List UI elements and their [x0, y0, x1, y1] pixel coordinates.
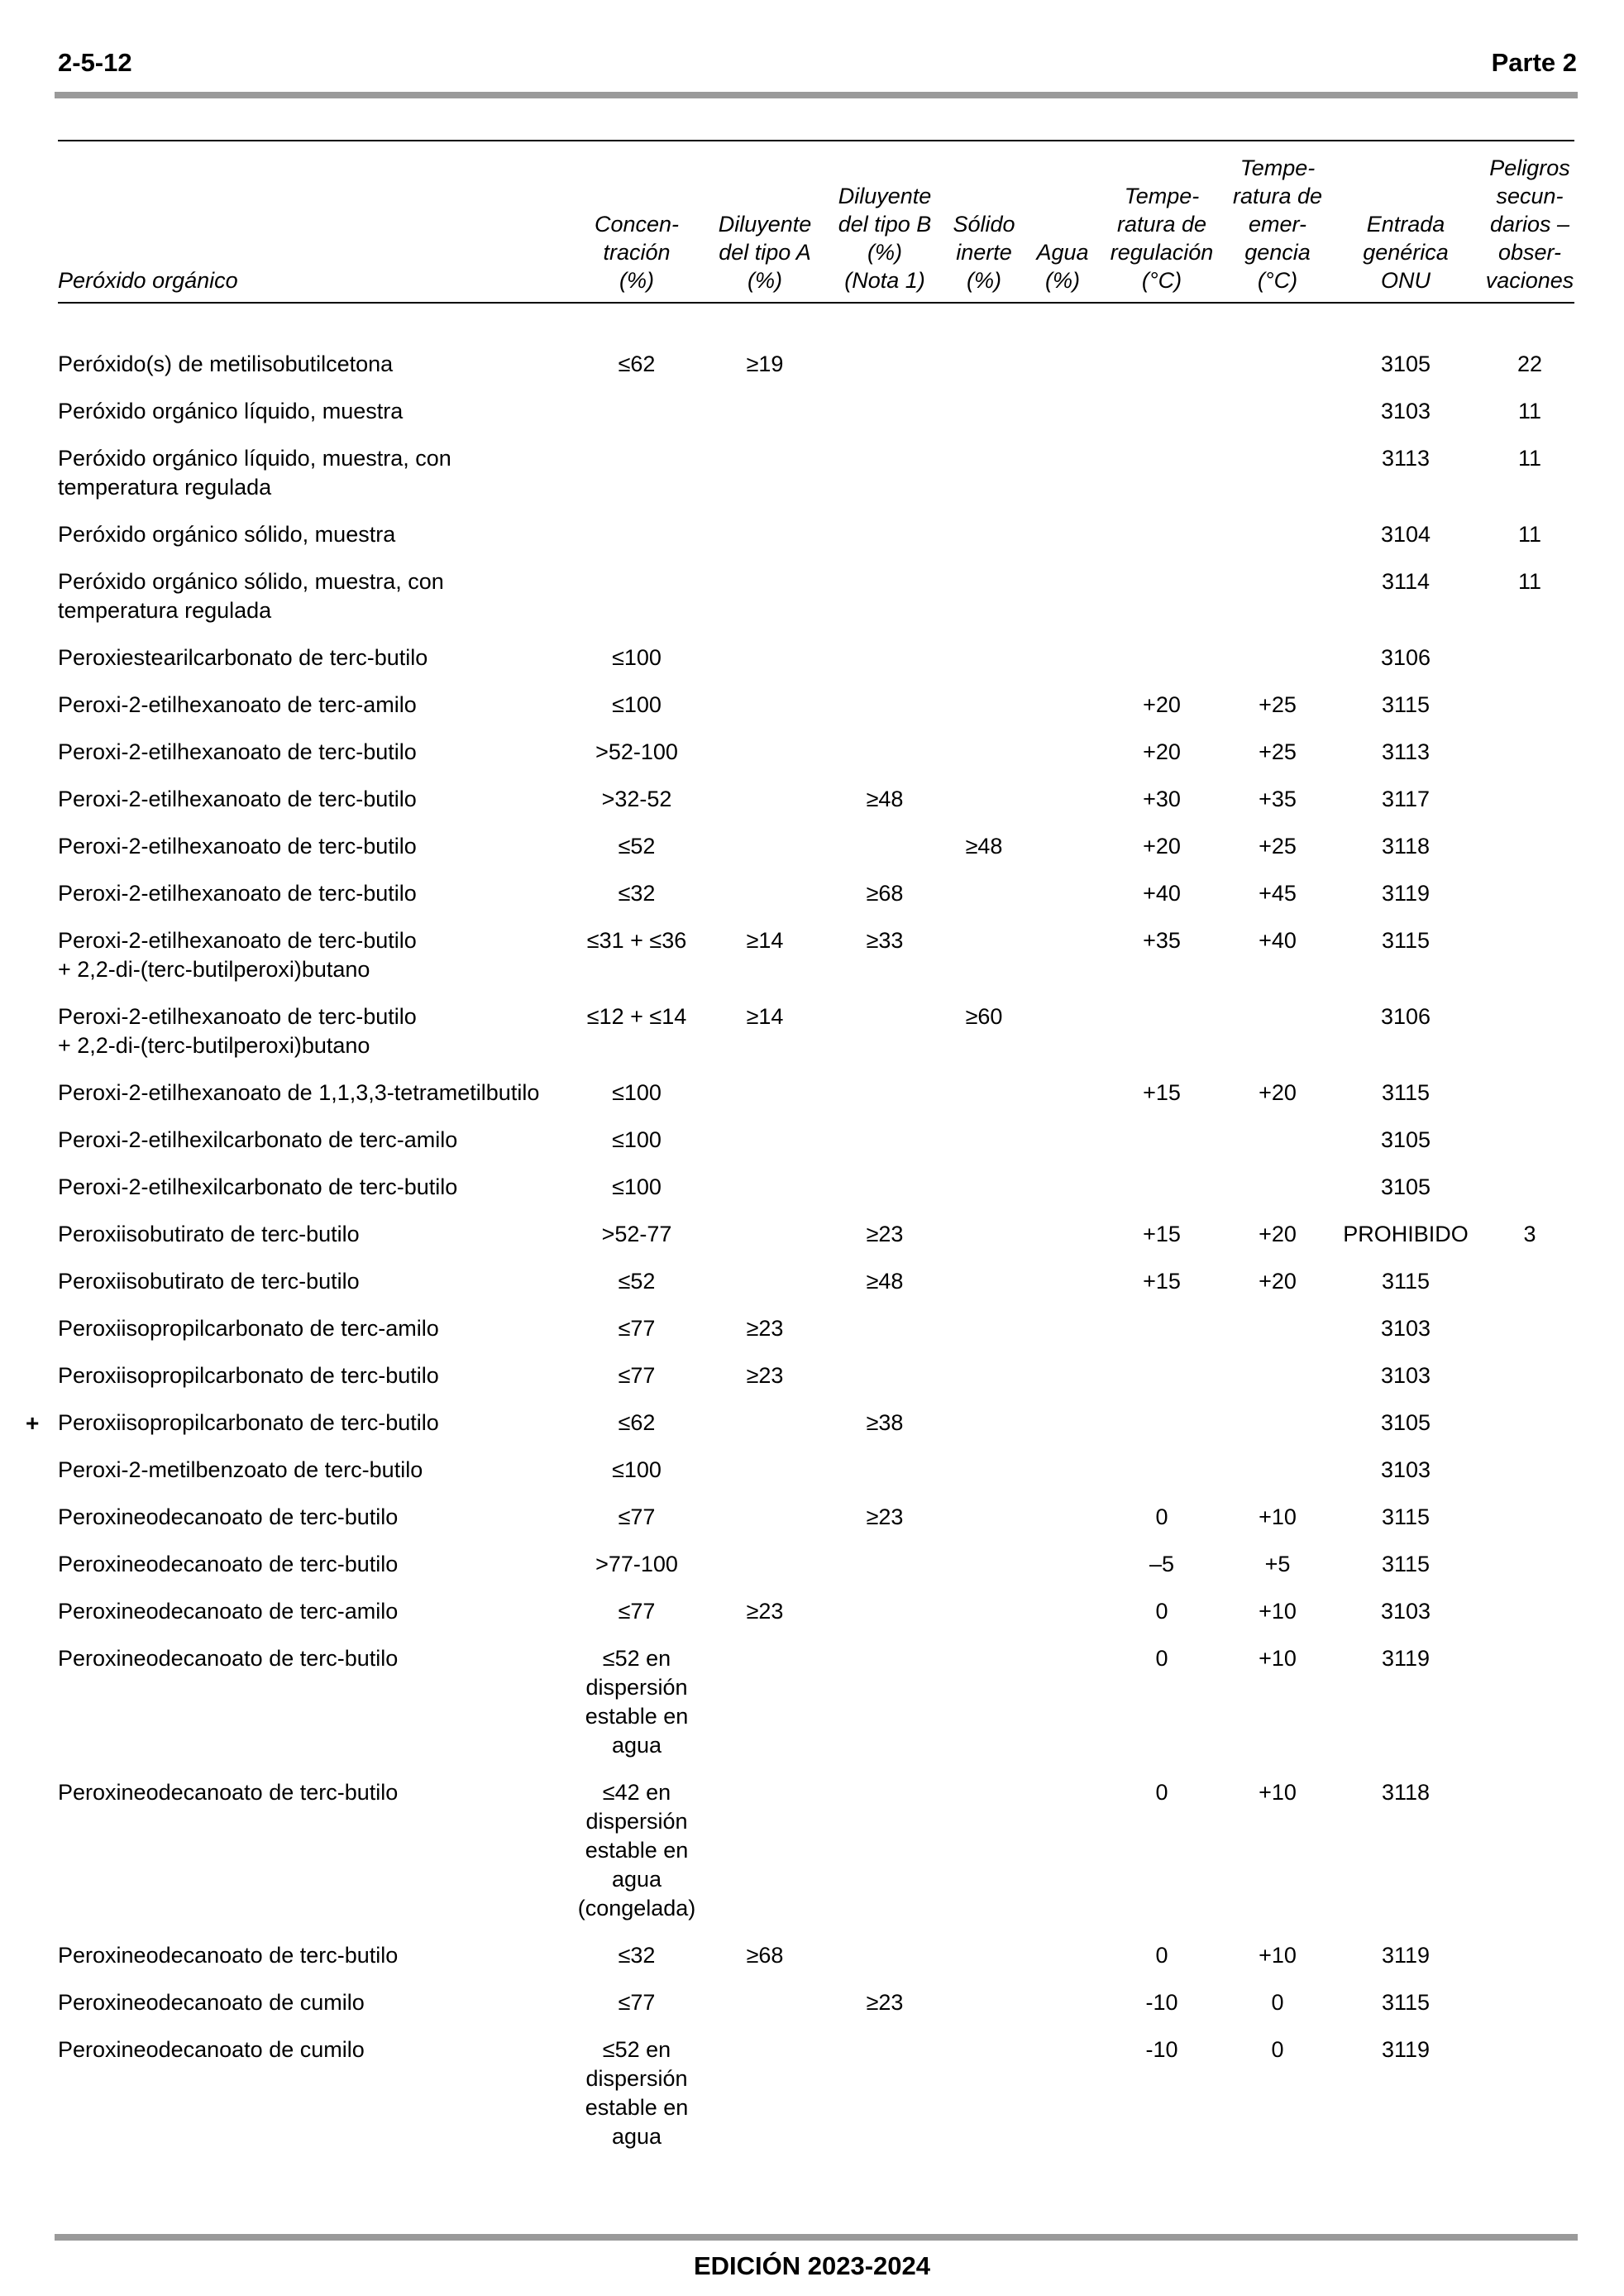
- un-entry-cell: 3103: [1380, 1316, 1431, 1341]
- concentration-cell: ≤52: [618, 1269, 656, 1294]
- concentration-cell: ≤100: [612, 692, 662, 717]
- un-entry-cell: 3105: [1380, 1174, 1431, 1199]
- un-entry-cell: 3115: [1381, 1080, 1431, 1105]
- peroxide-name-cell: Peroxi-2-etilhexanoato de terc-butilo: [58, 834, 417, 859]
- col-header-un-entry: Entrada genérica ONU: [1363, 212, 1449, 293]
- peroxide-name-cell: Peroxi-2-etilhexanoato de terc-butilo: [58, 881, 417, 906]
- col-header-emergency-temp: Tempe- ratura de emer- gencia (°C): [1232, 155, 1323, 293]
- peroxide-name-cell: Peroxineodecanoato de cumilo: [58, 1990, 365, 2015]
- un-entry-cell: 3113: [1381, 446, 1431, 471]
- peroxide-name-cell: Peroxi-2-etilhexanoato de terc-amilo: [58, 692, 417, 717]
- diluent-b-cell: ≥23: [866, 1990, 904, 2015]
- diluent-b-cell: ≥23: [866, 1222, 904, 1246]
- concentration-cell: ≤42 en dispersión estable en agua (congelada): [577, 1780, 696, 1921]
- concentration-cell: ≤77: [618, 1363, 656, 1388]
- table-row: [0, 1941, 1624, 1988]
- col-header-concentration: Concen- tración (%): [594, 212, 680, 293]
- emergency-temp-cell: +25: [1259, 834, 1297, 859]
- col-header-control-temp: Tempe- ratura de regulación (°C): [1110, 184, 1214, 293]
- peroxide-name-cell: Peroxi-2-etilhexanoato de terc-butilo + 2,2-di-(terc-butilperoxi)butano: [58, 1004, 417, 1058]
- peroxide-name-cell: Peroxi-2-etilhexanoato de terc-butilo: [58, 739, 417, 764]
- table-row: [0, 1361, 1624, 1409]
- control-temp-cell: 0: [1155, 1780, 1168, 1805]
- emergency-temp-cell: +10: [1259, 1504, 1297, 1529]
- table-row: [0, 832, 1624, 879]
- emergency-temp-cell: +20: [1259, 1269, 1297, 1294]
- diluent-a-cell: ≥19: [746, 352, 784, 376]
- diluent-a-cell: ≥23: [746, 1599, 784, 1624]
- concentration-cell: >52-100: [595, 739, 678, 764]
- peroxide-name-cell: Peroxiisopropilcarbonato de terc-butilo: [58, 1410, 439, 1435]
- table-row: [0, 926, 1624, 1002]
- control-temp-cell: +20: [1143, 739, 1181, 764]
- emergency-temp-cell: +10: [1259, 1646, 1297, 1671]
- un-entry-cell: 3105: [1380, 1127, 1431, 1152]
- table-row: [0, 567, 1624, 643]
- un-entry-cell: 3117: [1381, 787, 1431, 811]
- concentration-cell: ≤52: [618, 834, 656, 859]
- control-temp-cell: +20: [1143, 834, 1181, 859]
- table-row: [0, 444, 1624, 520]
- diluent-a-cell: ≥23: [746, 1363, 784, 1388]
- peroxide-name-cell: Peróxido orgánico líquido, muestra, con temperatura regulada: [58, 446, 451, 500]
- col-header-water: Agua (%): [1036, 240, 1089, 293]
- emergency-temp-cell: 0: [1271, 2037, 1284, 2062]
- control-temp-cell: 0: [1155, 1599, 1168, 1624]
- concentration-cell: ≤12 + ≤14: [586, 1004, 687, 1029]
- peroxide-name-cell: Peroxineodecanoato de terc-butilo: [58, 1504, 399, 1529]
- un-entry-cell: 3118: [1381, 1780, 1431, 1805]
- table-row: [0, 1409, 1624, 1456]
- table-row: [0, 691, 1624, 738]
- inert-solid-cell: ≥48: [965, 834, 1003, 859]
- table-row: [0, 1002, 1624, 1079]
- peroxide-name-cell: Peróxido orgánico sólido, muestra, con temperatura regulada: [58, 569, 444, 623]
- control-temp-cell: 0: [1155, 1504, 1168, 1529]
- concentration-cell: ≤32: [618, 1943, 656, 1968]
- peroxide-name-cell: Peroxineodecanoato de terc-butilo: [58, 1646, 399, 1671]
- emergency-temp-cell: +10: [1259, 1599, 1297, 1624]
- un-entry-cell: 3119: [1381, 1646, 1431, 1671]
- concentration-cell: >77-100: [595, 1552, 678, 1576]
- un-entry-cell: 3119: [1381, 1943, 1431, 1968]
- table-row: [0, 2035, 1624, 2169]
- control-temp-cell: +15: [1143, 1269, 1181, 1294]
- peroxide-name-cell: Peroxiisopropilcarbonato de terc-butilo: [58, 1363, 439, 1388]
- table-row: [0, 397, 1624, 444]
- concentration-cell: ≤32: [618, 881, 656, 906]
- table-row: [0, 1503, 1624, 1550]
- diluent-a-cell: ≥23: [746, 1316, 784, 1341]
- concentration-cell: ≤100: [612, 1174, 662, 1199]
- control-temp-cell: -10: [1145, 1990, 1178, 2015]
- concentration-cell: ≤31 + ≤36: [586, 928, 687, 953]
- page-number: 2-5-12: [58, 48, 132, 77]
- concentration-cell: ≤62: [618, 352, 656, 376]
- un-entry-cell: 3115: [1381, 1504, 1431, 1529]
- col-header-peroxide: Peróxido orgánico: [58, 268, 238, 293]
- table-row: [0, 1456, 1624, 1503]
- control-temp-cell: +40: [1143, 881, 1181, 906]
- table-row: [0, 879, 1624, 926]
- emergency-temp-cell: 0: [1271, 1990, 1284, 2015]
- peroxide-name-cell: Peroxi-2-etilhexanoato de terc-butilo: [58, 787, 417, 811]
- table-row: [0, 1173, 1624, 1220]
- emergency-temp-cell: +25: [1259, 692, 1297, 717]
- peroxide-name-cell: Peroxi-2-etilhexanoato de 1,1,3,3-tetrametilbutilo: [58, 1080, 540, 1105]
- footer-rule: [55, 2234, 1578, 2241]
- un-entry-cell: PROHIBIDO: [1343, 1222, 1469, 1246]
- peroxide-name-cell: Peroxi-2-metilbenzoato de terc-butilo: [58, 1457, 423, 1482]
- concentration-cell: ≤100: [612, 1127, 662, 1152]
- un-entry-cell: 3106: [1380, 645, 1431, 670]
- concentration-cell: ≤52 en dispersión estable en agua: [585, 2037, 689, 2149]
- peroxide-name-cell: Peroxineodecanoato de cumilo: [58, 2037, 365, 2062]
- peroxide-name-cell: Peroxi-2-etilhexilcarbonato de terc-butilo: [58, 1174, 458, 1199]
- table-row: [0, 738, 1624, 785]
- concentration-cell: ≤100: [612, 645, 662, 670]
- concentration-cell: ≤100: [612, 1457, 662, 1482]
- un-entry-cell: 3115: [1381, 928, 1431, 953]
- concentration-cell: ≤100: [612, 1080, 662, 1105]
- un-entry-cell: 3118: [1381, 834, 1431, 859]
- table-row: [0, 1550, 1624, 1597]
- un-entry-cell: 3115: [1381, 692, 1431, 717]
- observations-cell: 22: [1517, 352, 1543, 376]
- col-header-diluent-b: Diluyente del tipo B (%) (Nota 1): [838, 184, 932, 293]
- emergency-temp-cell: +25: [1259, 739, 1297, 764]
- inert-solid-cell: ≥60: [965, 1004, 1003, 1029]
- table-row: [0, 1314, 1624, 1361]
- concentration-cell: ≤52 en dispersión estable en agua: [585, 1646, 689, 1758]
- concentration-cell: ≤77: [618, 1316, 656, 1341]
- control-temp-cell: 0: [1155, 1943, 1168, 1968]
- diluent-b-cell: ≥68: [866, 881, 904, 906]
- table-row: [0, 1126, 1624, 1173]
- table-row: [0, 1220, 1624, 1267]
- concentration-cell: >52-77: [601, 1222, 672, 1246]
- peroxide-name-cell: Peroxineodecanoato de terc-butilo: [58, 1552, 399, 1576]
- table-row: [0, 1778, 1624, 1941]
- control-temp-cell: +30: [1143, 787, 1181, 811]
- peroxide-name-cell: Peroxi-2-etilhexilcarbonato de terc-amilo: [58, 1127, 458, 1152]
- un-entry-cell: 3106: [1380, 1004, 1431, 1029]
- emergency-temp-cell: +5: [1264, 1552, 1291, 1576]
- control-temp-cell: 0: [1155, 1646, 1168, 1671]
- control-temp-cell: +15: [1143, 1222, 1181, 1246]
- observations-cell: 11: [1517, 446, 1542, 471]
- concentration-cell: >32-52: [601, 787, 672, 811]
- peroxide-name-cell: Peroxiisopropilcarbonato de terc-amilo: [58, 1316, 439, 1341]
- un-entry-cell: 3115: [1381, 1269, 1431, 1294]
- control-temp-cell: +20: [1143, 692, 1181, 717]
- control-temp-cell: +35: [1143, 928, 1181, 953]
- diluent-a-cell: ≥14: [746, 1004, 784, 1029]
- emergency-temp-cell: +20: [1259, 1222, 1297, 1246]
- col-header-inert-solid: Sólido inerte (%): [953, 212, 1015, 293]
- emergency-temp-cell: +35: [1259, 787, 1297, 811]
- emergency-temp-cell: +10: [1259, 1943, 1297, 1968]
- table-row: [0, 785, 1624, 832]
- peroxide-name-cell: Peroxineodecanoato de terc-butilo: [58, 1780, 399, 1805]
- col-header-diluent-a: Diluyente del tipo A (%): [718, 212, 812, 293]
- table-row: [0, 1644, 1624, 1778]
- peroxide-name-cell: Peroxiisobutirato de terc-butilo: [58, 1269, 360, 1294]
- peroxide-name-cell: Peroxiisobutirato de terc-butilo: [58, 1222, 360, 1246]
- table-body: [0, 350, 1624, 2169]
- header-rule: [55, 92, 1578, 98]
- edition-footer: EDICIÓN 2023-2024: [693, 2251, 931, 2280]
- table-row: [0, 1079, 1624, 1126]
- observations-cell: 3: [1523, 1222, 1536, 1246]
- un-entry-cell: 3103: [1380, 1457, 1431, 1482]
- observations-cell: 11: [1517, 399, 1542, 423]
- diluent-b-cell: ≥48: [866, 787, 904, 811]
- un-entry-cell: 3115: [1381, 1990, 1431, 2015]
- diluent-a-cell: ≥14: [746, 928, 784, 953]
- control-temp-cell: –5: [1149, 1552, 1175, 1576]
- emergency-temp-cell: +45: [1259, 881, 1297, 906]
- un-entry-cell: 3119: [1381, 881, 1431, 906]
- amendment-mark: +: [26, 1410, 40, 1436]
- un-entry-cell: 3114: [1381, 569, 1431, 594]
- diluent-b-cell: ≥33: [866, 928, 904, 953]
- col-header-observations: Peligros secun- darios – obser- vaciones: [1485, 155, 1574, 293]
- peroxide-name-cell: Peróxido(s) de metilisobutilcetona: [58, 352, 394, 376]
- un-entry-cell: 3103: [1380, 1599, 1431, 1624]
- concentration-cell: ≤77: [618, 1990, 656, 2015]
- concentration-cell: ≤77: [618, 1504, 656, 1529]
- peroxide-name-cell: Peroxineodecanoato de terc-amilo: [58, 1599, 399, 1624]
- table-row: [0, 1597, 1624, 1644]
- peroxide-name-cell: Peroxineodecanoato de terc-butilo: [58, 1943, 399, 1968]
- un-entry-cell: 3103: [1380, 1363, 1431, 1388]
- control-temp-cell: -10: [1145, 2037, 1178, 2062]
- peroxide-name-cell: Peroxiestearilcarbonato de terc-butilo: [58, 645, 428, 670]
- diluent-a-cell: ≥68: [746, 1943, 784, 1968]
- table-row: [0, 1988, 1624, 2035]
- un-entry-cell: 3119: [1381, 2037, 1431, 2062]
- concentration-cell: ≤77: [618, 1599, 656, 1624]
- table-row: [0, 643, 1624, 691]
- table-row: [0, 520, 1624, 567]
- emergency-temp-cell: +20: [1259, 1080, 1297, 1105]
- diluent-b-cell: ≥38: [866, 1410, 904, 1435]
- table-header-rule: [58, 302, 1574, 304]
- observations-cell: 11: [1517, 522, 1542, 547]
- peroxide-name-cell: Peróxido orgánico sólido, muestra: [58, 522, 396, 547]
- un-entry-cell: 3113: [1381, 739, 1431, 764]
- un-entry-cell: 3105: [1380, 1410, 1431, 1435]
- table-row: [0, 350, 1624, 397]
- diluent-b-cell: ≥48: [866, 1269, 904, 1294]
- part-label: Parte 2: [1491, 48, 1577, 77]
- concentration-cell: ≤62: [618, 1410, 656, 1435]
- observations-cell: 11: [1517, 569, 1542, 594]
- control-temp-cell: +15: [1143, 1080, 1181, 1105]
- un-entry-cell: 3115: [1381, 1552, 1431, 1576]
- peroxide-name-cell: Peróxido orgánico líquido, muestra: [58, 399, 404, 423]
- un-entry-cell: 3104: [1380, 522, 1431, 547]
- un-entry-cell: 3103: [1380, 399, 1431, 423]
- peroxide-name-cell: Peroxi-2-etilhexanoato de terc-butilo + 2,2-di-(terc-butilperoxi)butano: [58, 928, 417, 982]
- diluent-b-cell: ≥23: [866, 1504, 904, 1529]
- emergency-temp-cell: +40: [1259, 928, 1297, 953]
- un-entry-cell: 3105: [1380, 352, 1431, 376]
- table-row: [0, 1267, 1624, 1314]
- emergency-temp-cell: +10: [1259, 1780, 1297, 1805]
